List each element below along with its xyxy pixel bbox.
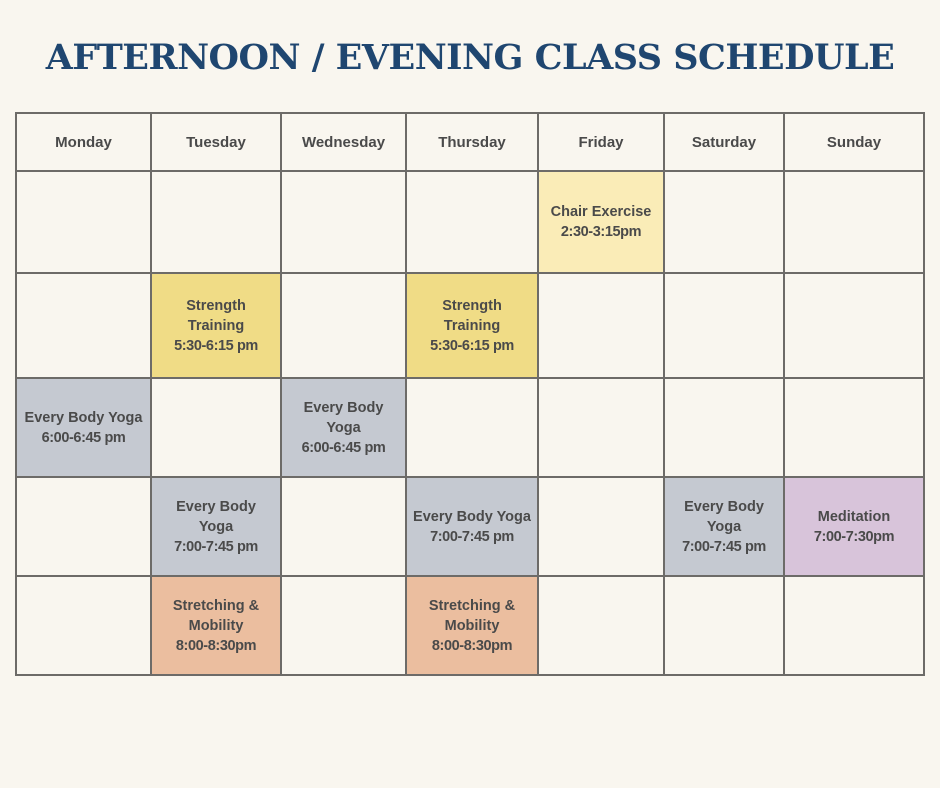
class-cell-every-body-yoga-monday [17,379,152,478]
class-time: 7:00-7:45 pm [682,538,766,555]
day-header-sunday: Sunday [785,114,925,172]
day-header-friday: Friday [539,114,665,172]
class-time: 8:00-8:30pm [431,637,513,654]
empty-cell [282,577,407,676]
class-cell-strength-training-tuesday [152,274,282,379]
class-time: 7:00-7:45 pm [174,538,258,555]
class-cell-every-body-yoga-saturday [665,478,785,577]
class-name: Strength Training [186,297,246,334]
class-cell-every-body-yoga-wednesday [282,379,407,478]
class-cell-every-body-yoga-tuesday [152,478,282,577]
empty-cell [539,577,665,676]
class-name: Stretching & Mobility [172,597,260,634]
empty-cell [785,172,925,274]
empty-cell [407,379,539,478]
class-name: Every Body Yoga [413,508,531,525]
class-time: 6:00-6:45 pm [301,439,386,456]
empty-cell [785,577,925,676]
class-cell-chair-exercise-friday [539,172,665,274]
empty-cell [407,172,539,274]
class-time: 5:30-6:15 pm [430,337,514,354]
empty-cell [282,274,407,379]
class-time: 7:00-7:30pm [813,528,895,545]
empty-cell [539,379,665,478]
empty-cell [539,274,665,379]
day-header-thursday: Thursday [407,114,539,172]
empty-cell [17,478,152,577]
class-name: Meditation [817,508,891,525]
empty-cell [539,478,665,577]
class-cell-meditation-sunday [785,478,925,577]
class-name: Every Body Yoga [303,399,384,436]
class-name: Every Body Yoga [24,409,143,426]
class-cell-every-body-yoga-thursday [407,478,539,577]
day-header-saturday: Saturday [665,114,785,172]
class-time: 2:30-3:15pm [560,224,642,240]
class-name: Every Body Yoga [176,498,256,535]
day-header-wednesday: Wednesday [282,114,407,172]
empty-cell [665,172,785,274]
class-name: Chair Exercise [550,204,652,220]
day-header-monday: Monday [17,114,152,172]
empty-cell [665,274,785,379]
class-cell-stretching-mobility-thursday [407,577,539,676]
empty-cell [665,379,785,478]
class-time: 5:30-6:15 pm [174,337,258,354]
empty-cell [665,577,785,676]
empty-cell [785,379,925,478]
empty-cell [282,478,407,577]
class-cell-stretching-mobility-tuesday [152,577,282,676]
class-name: Strength Training [442,297,502,334]
page-title: AFTERNOON / EVENING CLASS SCHEDULE [45,37,895,78]
empty-cell [282,172,407,274]
class-time: 8:00-8:30pm [175,637,257,654]
empty-cell [152,379,282,478]
empty-cell [17,274,152,379]
class-time: 6:00-6:45 pm [41,429,126,446]
empty-cell [17,577,152,676]
class-name: Stretching & Mobility [428,597,516,634]
schedule-table [15,112,925,676]
empty-cell [17,172,152,274]
empty-cell [785,274,925,379]
day-header-tuesday: Tuesday [152,114,282,172]
class-cell-strength-training-thursday [407,274,539,379]
empty-cell [152,172,282,274]
class-name: Every Body Yoga [684,498,764,535]
class-time: 7:00-7:45 pm [430,528,514,545]
